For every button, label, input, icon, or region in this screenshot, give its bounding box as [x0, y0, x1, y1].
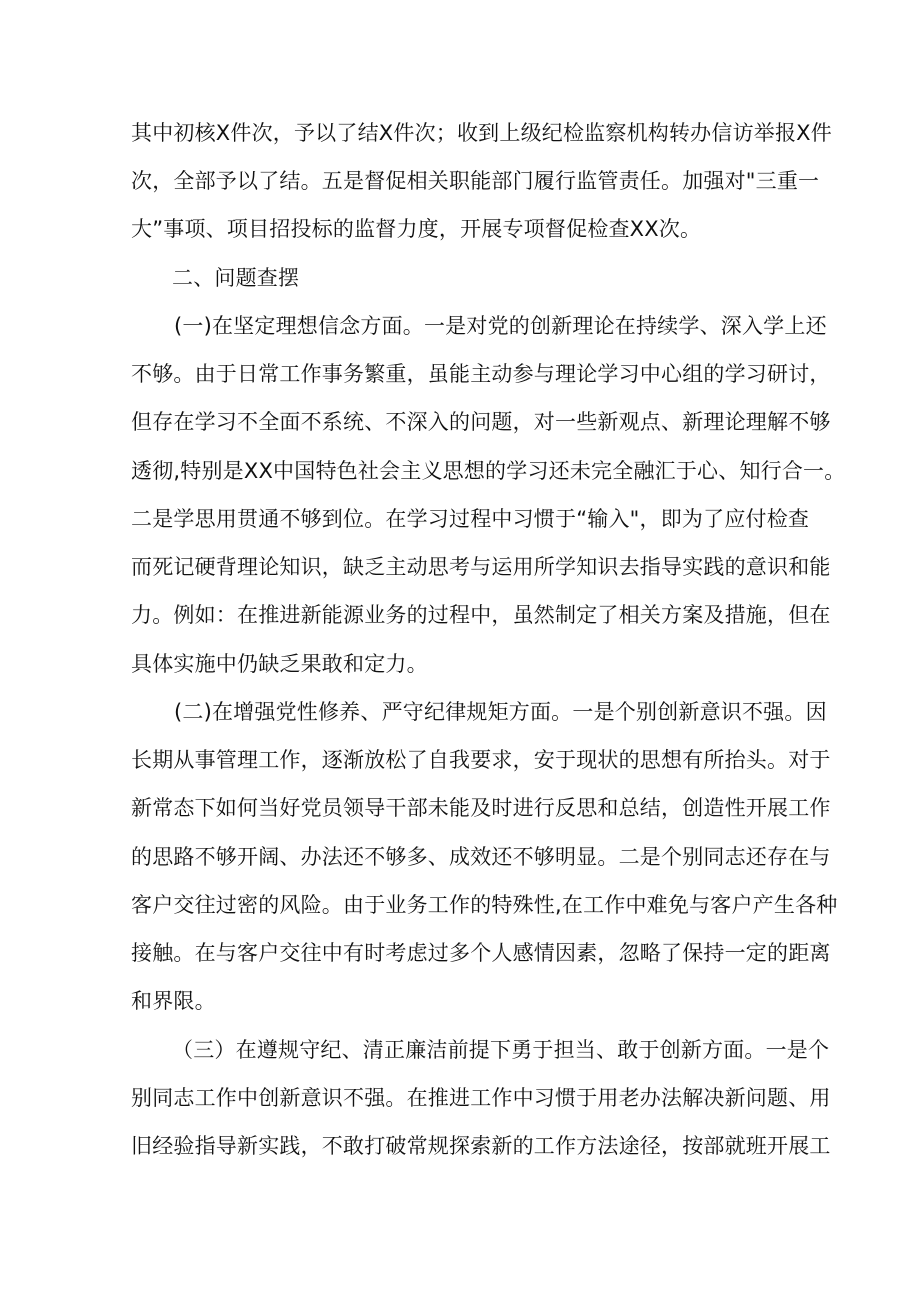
text-line: 而死记硬背理论知识，缺乏主动思考与运用所学知识去指导实践的意识和能 [131, 555, 831, 579]
text-line: (二)在增强党性修养、严守纪律规矩方面。一是个别创新意识不强。因 [174, 700, 827, 724]
section-heading: 二、问题查摆 [172, 266, 300, 290]
text-line: （三）在遵规守纪、清正廉洁前提下勇于担当、敢于创新方面。一是个 [172, 1038, 830, 1062]
text-line: 其中初核X件次，予以了结X件次；收到上级纪检监察机构转办信访举报X件 [131, 121, 832, 145]
text-line: 接触。在与客户交往中有时考虑过多个人感情因素，忽略了保持一定的距离 [131, 941, 831, 965]
text-line: 透彻,特别是XX中国特色社会主义思想的学习还未完全融汇于心、知行合一。 [131, 459, 846, 483]
text-line: (一)在坚定理想信念方面。一是对党的创新理论在持续学、深入学上还 [174, 314, 827, 338]
text-line: 具体实施中仍缺乏果敢和定力。 [131, 652, 428, 676]
text-line: 但存在学习不全面不系统、不深入的问题，对一些新观点、新理论理解不够 [131, 410, 831, 434]
text-line: 别同志工作中创新意识不强。在推进工作中习惯于用老办法解决新问题、用 [131, 1086, 831, 1110]
text-line: 客户交往过密的风险。由于业务工作的特殊性,在工作中难免与客户产生各种 [131, 893, 838, 917]
text-line: 力。例如：在推进新能源业务的过程中，虽然制定了相关方案及措施，但在 [131, 603, 831, 627]
text-line: 不够。由于日常工作事务繁重，虽能主动参与理论学习中心组的学习研讨， [131, 362, 831, 386]
text-line: 大”事项、项目招投标的监督力度，开展专项督促检查XX次。 [131, 217, 702, 241]
text-line: 次，全部予以了结。五是督促相关职能部门履行监管责任。加强对"三重一 [131, 169, 820, 193]
text-line: 新常态下如何当好党员领导干部未能及时进行反思和总结，创造性开展工作 [131, 796, 831, 820]
text-line: 旧经验指导新实践，不敢打破常规探索新的工作方法途径，按部就班开展工 [131, 1134, 831, 1158]
text-line: 长期从事管理工作，逐渐放松了自我要求，安于现状的思想有所抬头。对于 [131, 748, 831, 772]
text-line: 的思路不够开阔、办法还不够多、成效还不够明显。二是个别同志还存在与 [131, 845, 831, 869]
text-line: 二是学思用贯通不够到位。在学习过程中习惯于“输入"，即为了应付检查 [131, 507, 810, 531]
text-line: 和界限。 [131, 989, 216, 1013]
